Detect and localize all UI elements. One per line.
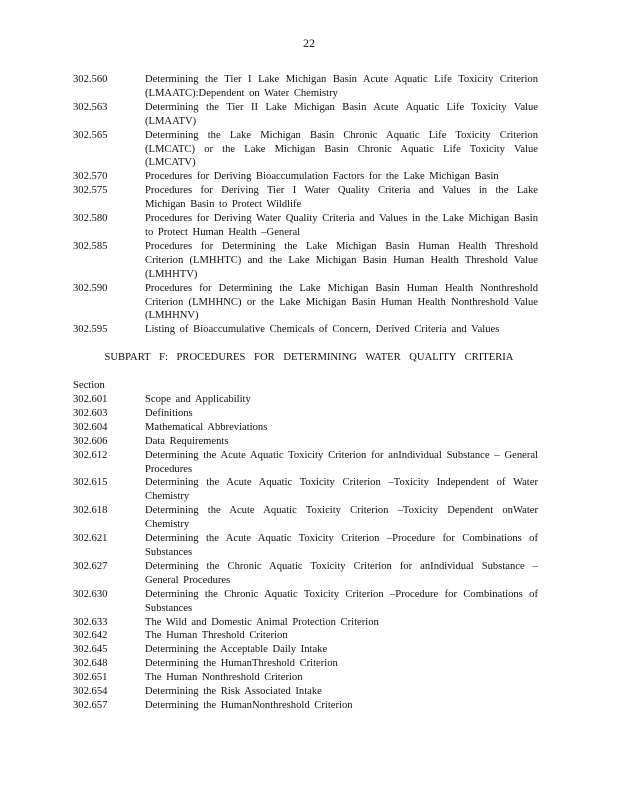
section-number: 302.565: [73, 129, 108, 141]
section-number: 302.601: [73, 394, 108, 405]
section-entry: [73, 643, 538, 657]
section-entry: [73, 129, 538, 171]
section-title: Determining the Acute Aquatic Toxicity Criterion –Toxicity Independent of Water Chemistry: [145, 477, 538, 503]
section-number: 302.648: [73, 658, 108, 670]
section-title: Determining the Risk Associated Intake: [145, 686, 322, 698]
section-entry: [73, 504, 538, 532]
section-entry: [73, 699, 538, 713]
section-entry: [73, 212, 538, 240]
section-title: Scope and Applicability: [145, 394, 251, 405]
section-title: The Human Nonthreshold Criterion: [145, 672, 303, 684]
section-entry: [73, 421, 538, 435]
section-number: 302.654: [73, 686, 108, 698]
section-title: Determining the Acute Aquatic Toxicity Criterion –Procedure for Combinations of Substances: [145, 533, 538, 558]
section-entry: [73, 323, 538, 337]
section-number: 302.590: [73, 282, 108, 294]
section-number: 302.627: [73, 560, 108, 572]
section-title: Determining the Lake Michigan Basin Chronic Aquatic Life Toxicity Criterion (LMCATC) or the Lake Michigan Basin Chronic Aquatic Life Toxicity Value (LMCATV): [145, 129, 538, 169]
section-entry: [73, 282, 538, 324]
section-number: 302.615: [73, 477, 108, 489]
section-number: 302.612: [73, 449, 108, 461]
section-number: 302.603: [73, 407, 108, 419]
section-number: 302.621: [73, 533, 108, 545]
section-entry: [73, 629, 538, 643]
section-entry: [73, 170, 538, 184]
section-title: Procedures for Deriving Tier I Water Quality Criteria and Values in the Lake Michigan Basin to Protect Wildlife: [145, 185, 538, 211]
section-title: Determining the Acute Aquatic Toxicity Criterion for anIndividual Substance – General Procedures: [145, 449, 538, 475]
section-number: 302.560: [73, 74, 108, 85]
section-number: 302.604: [73, 421, 108, 433]
section-title: Determining the Chronic Aquatic Toxicity Criterion for anIndividual Substance – General Procedures: [145, 560, 538, 586]
section-entry: [73, 435, 538, 449]
section-title: Determining the Acute Aquatic Toxicity Criterion –Toxicity Dependent onWater Chemistry: [145, 505, 538, 531]
section-number: 302.657: [73, 699, 108, 711]
section-entry: [73, 407, 538, 421]
section-entry: [73, 240, 538, 282]
section-title: The Human Threshold Criterion: [145, 630, 288, 642]
section-entry: [73, 657, 538, 671]
section-title: Determining the Tier II Lake Michigan Basin Acute Aquatic Life Toxicity Value (LMAATV): [145, 101, 538, 127]
section-number: 302.575: [73, 185, 108, 197]
section-number: 302.651: [73, 672, 108, 684]
section-entry: [73, 449, 538, 477]
section-entry: [73, 685, 538, 699]
section-entry: [73, 560, 538, 588]
section-title: Definitions: [145, 407, 193, 419]
section-number: 302.630: [73, 588, 108, 600]
section-number: 302.595: [73, 324, 108, 336]
subpart-f-heading: SUBPART F: PROCEDURES FOR DETERMINING WATER QUALITY CRITERIA: [104, 352, 514, 363]
section-title: Procedures for Determining the Lake Michigan Basin Human Health Nonthreshold Criterion (LMHHNC) or the Lake Michigan Basin Human Health Nonthreshold Value (LMHHNV): [145, 282, 538, 322]
section-title: Listing of Bioaccumulative Chemicals of Concern, Derived Criteria and Values: [145, 324, 500, 336]
section-entry: [73, 101, 538, 129]
section-entry: [73, 588, 538, 616]
section-title: Determining the HumanNonthreshold Criterion: [145, 699, 353, 711]
section-entry: [73, 532, 538, 560]
section-number: 302.606: [73, 435, 108, 447]
section-number: 302.570: [73, 171, 108, 183]
section-entry: [73, 73, 538, 101]
section-title: Mathematical Abbreviations: [145, 421, 268, 433]
section-entry: [73, 671, 538, 685]
section-column-label: Section: [73, 380, 105, 391]
section-title: Determining the Chronic Aquatic Toxicity Criterion –Procedure for Combinations of Substances: [145, 588, 538, 614]
section-number: 302.642: [73, 630, 108, 642]
section-entry: [73, 616, 538, 630]
section-number: 302.618: [73, 505, 108, 517]
section-entry: [73, 476, 538, 504]
section-number: 302.585: [73, 240, 108, 252]
section-title: Determining the HumanThreshold Criterion: [145, 658, 338, 670]
section-number: 302.633: [73, 616, 108, 628]
section-number: 302.580: [73, 213, 108, 225]
section-title: The Wild and Domestic Animal Protection Criterion: [145, 616, 379, 628]
subpart-f-section-list: [73, 393, 538, 713]
section-title: Procedures for Deriving Water Quality Criteria and Values in the Lake Michigan Basin to Protect Human Health –General: [145, 213, 538, 238]
subpart-e-section-list: [73, 73, 538, 337]
section-number: 302.563: [73, 101, 108, 113]
section-title: Procedures for Deriving Bioaccumulation Factors for the Lake Michigan Basin: [145, 171, 499, 183]
section-title: Procedures for Determining the Lake Michigan Basin Human Health Threshold Criterion (LMHHTC) and the Lake Michigan Basin Human Health Threshold Value (LMHHTV): [145, 240, 538, 280]
page-number: 22: [303, 36, 315, 50]
section-number: 302.645: [73, 644, 108, 656]
section-title: Determining the Tier I Lake Michigan Basin Acute Aquatic Life Toxicity Criterion (LMAATC):Dependent on Water Chemistry: [145, 74, 538, 99]
section-title: Determining the Acceptable Daily Intake: [145, 644, 328, 656]
section-entry: [73, 184, 538, 212]
section-entry: [73, 393, 538, 407]
section-title: Data Requirements: [145, 435, 229, 447]
